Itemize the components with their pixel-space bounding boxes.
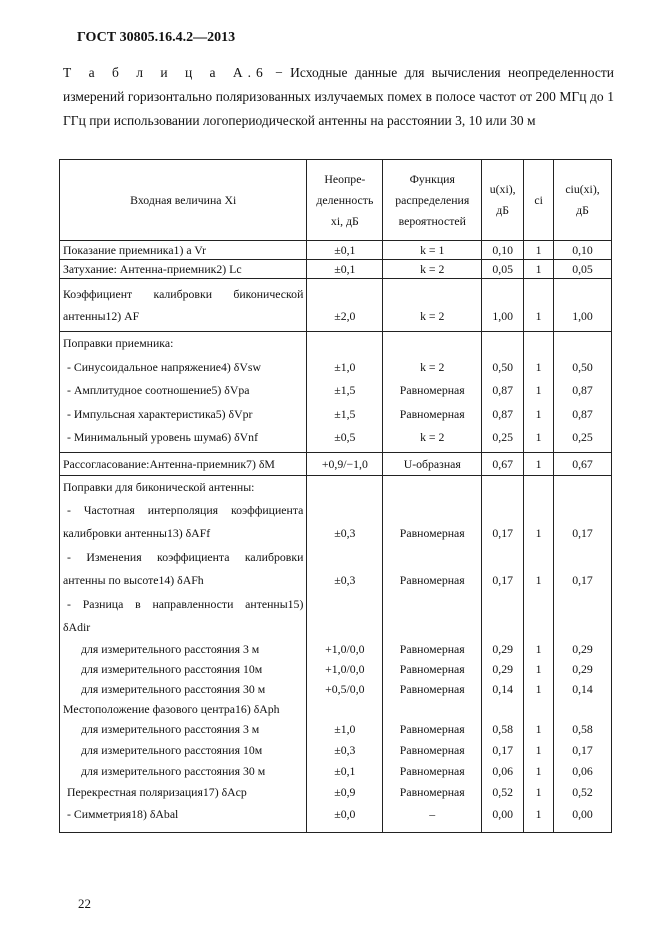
antenna-height-function: Равномерная	[399, 573, 465, 588]
receiver-item-cu: 0,25	[572, 430, 593, 444]
receiver-item-c: 1	[535, 406, 542, 421]
antenna-dir-c: 1	[535, 682, 542, 697]
receiver-item-function: Равномерная	[399, 383, 465, 397]
antenna-dir-c: 1	[535, 662, 542, 677]
table-header-row	[60, 160, 612, 241]
page-number: 22	[78, 896, 91, 911]
table-caption-prefix: Т а б л и ц а А.6	[63, 65, 268, 80]
receiver-item-name: - Минимальный уровень шума6) δVnf	[67, 430, 259, 444]
antenna-dir-uncertainty: +1,0/0,0	[325, 662, 365, 677]
col-u-line1: u(xi),	[489, 182, 516, 196]
antenna-phase-c: 1	[535, 722, 542, 737]
row-c: 1	[524, 279, 554, 332]
col-function-line2: распределения	[395, 192, 470, 207]
document-header: ГОСТ 30805.16.4.2—2013	[77, 30, 236, 45]
receiver-item-u: 0,87	[492, 406, 513, 421]
table-row	[60, 260, 612, 279]
antenna-sym-name: - Симметрия18) δAbal	[67, 807, 179, 822]
receiver-item-function: Равномерная	[399, 406, 465, 421]
antenna-interp-uncertainty: ±0,3	[334, 526, 356, 541]
table-row	[60, 452, 612, 475]
row-function: k = 2	[383, 279, 482, 332]
antenna-dir-cu: 0,29	[572, 642, 593, 657]
mismatch-uncertainty: +0,9/−1,0	[307, 452, 383, 475]
col-cu-line2: дБ	[576, 203, 589, 217]
receiver-item-c: 1	[535, 383, 542, 397]
table-caption	[63, 61, 614, 133]
antenna-dir-item: для измерительного расстояния 30 м	[81, 682, 266, 697]
antenna-phase-uncertainty: ±0,1	[334, 764, 356, 779]
col-cu-header	[554, 160, 612, 241]
receiver-item-c: 1	[535, 430, 542, 444]
mismatch-name: Рассогласование:Антенна-приемник7) δM	[60, 452, 307, 475]
col-function-line3: вероятностей	[398, 213, 466, 228]
antenna-sym-cu: 0,00	[572, 807, 593, 822]
antenna-phase-function: Равномерная	[399, 722, 465, 737]
antenna-interp-function: Равномерная	[399, 526, 465, 541]
antenna-phase-item: для измерительного расстояния 10м	[81, 743, 263, 758]
receiver-group-c	[524, 332, 554, 453]
antenna-phase-u: 0,17	[492, 743, 513, 758]
receiver-item-uncertainty: ±1,5	[334, 383, 356, 397]
col-uncertainty-line2: деленность	[316, 192, 374, 207]
antenna-dir-u: 0,29	[492, 662, 513, 677]
row-u: 0,05	[482, 260, 524, 279]
antenna-phase-title: Местоположение фазового центра16) δAph	[63, 702, 280, 717]
antenna-height-line2: антенны по высоте14) δAFh	[63, 573, 204, 588]
antenna-dir-cu: 0,14	[572, 682, 593, 697]
mismatch-u: 0,67	[482, 452, 524, 475]
col-uncertainty-header	[307, 160, 383, 241]
antenna-sym-function: –	[429, 807, 436, 822]
antenna-interp-c: 1	[535, 526, 542, 541]
antenna-dir-uncertainty: +1,0/0,0	[325, 642, 365, 657]
receiver-item-uncertainty: ±0,5	[334, 430, 356, 444]
antenna-dir-cu: 0,29	[572, 662, 593, 677]
antenna-cross-uncertainty: ±0,9	[334, 785, 356, 800]
antenna-cross-cu: 0,52	[572, 785, 593, 800]
receiver-item-function: k = 2	[420, 359, 445, 374]
mismatch-function: U-образная	[383, 452, 482, 475]
row-name	[60, 279, 307, 332]
col-input-header: Входная величина Xi	[60, 160, 307, 241]
antenna-group-uncertainty	[307, 475, 383, 833]
antenna-interp-line1: - Частотная интерполяция коэффициента	[67, 502, 304, 517]
col-u-header	[482, 160, 524, 241]
antenna-dir-u: 0,14	[492, 682, 513, 697]
mismatch-cu: 0,67	[554, 452, 612, 475]
antenna-phase-uncertainty: ±0,3	[334, 743, 356, 758]
antenna-interp-line2: калибровки антенны13) δAFf	[63, 526, 211, 541]
receiver-group-u	[482, 332, 524, 453]
antenna-sym-c: 1	[535, 807, 542, 822]
antenna-phase-function: Равномерная	[399, 743, 465, 758]
receiver-group-cu	[554, 332, 612, 453]
row-function: k = 2	[383, 260, 482, 279]
antenna-cross-c: 1	[535, 785, 542, 800]
row-u: 0,10	[482, 241, 524, 260]
antenna-phase-c: 1	[535, 743, 542, 758]
receiver-group-title: Поправки приемника:	[63, 336, 174, 350]
row-uncertainty: ±0,1	[307, 260, 383, 279]
table-row-receiver-group	[60, 332, 612, 453]
receiver-item-uncertainty: ±1,0	[334, 359, 356, 374]
antenna-cross-name: Перекрестная поляризация17) δAcp	[67, 785, 247, 800]
antenna-phase-uncertainty: ±1,0	[334, 722, 356, 737]
antenna-dir-line2: δAdir	[63, 619, 91, 634]
row-cu: 1,00	[554, 279, 612, 332]
antenna-group-u	[482, 475, 524, 833]
antenna-group-c	[524, 475, 554, 833]
antenna-phase-u: 0,58	[492, 722, 513, 737]
receiver-item-u: 0,25	[492, 430, 513, 444]
antenna-phase-item: для измерительного расстояния 30 м	[81, 764, 266, 779]
row-u: 1,00	[482, 279, 524, 332]
antenna-phase-cu: 0,06	[572, 764, 593, 779]
row-name: Показание приемника1) a Vr	[60, 241, 307, 260]
receiver-item-cu: 0,87	[572, 406, 593, 421]
antenna-dir-uncertainty: +0,5/0,0	[325, 682, 365, 697]
antenna-dir-item: для измерительного расстояния 10м	[81, 662, 263, 677]
table-caption-text: − Исходные данные для вычисления неопределенности измерений горизонтально поляризованных излучаемых помех в полосе частот от 200 МГц до 1 ГГц при использовании логопериодической антенны на расстоянии 3, 10 или 30 м	[63, 65, 614, 128]
receiver-item-c: 1	[535, 359, 542, 374]
table-row	[60, 279, 612, 332]
antenna-phase-cu: 0,58	[572, 722, 593, 737]
antenna-dir-function: Равномерная	[399, 682, 465, 697]
row-function: k = 1	[383, 241, 482, 260]
antenna-sym-u: 0,00	[492, 807, 513, 822]
col-uncertainty-line3: xi, дБ	[330, 213, 359, 228]
antenna-height-c: 1	[535, 573, 542, 588]
col-u-line2: дБ	[496, 203, 510, 217]
antenna-height-uncertainty: ±0,3	[334, 573, 356, 588]
receiver-group-function	[383, 332, 482, 453]
receiver-group-uncertainty	[307, 332, 383, 453]
receiver-item-cu: 0,50	[572, 359, 593, 374]
antenna-phase-u: 0,06	[492, 764, 513, 779]
row-name: Затухание: Антенна-приемник2) Lc	[60, 260, 307, 279]
row-name-line1: Коэффициент калибровки биконической	[63, 287, 304, 301]
receiver-item-name: - Амплитудное соотношение5) δVpa	[67, 383, 250, 397]
antenna-phase-c: 1	[535, 764, 542, 779]
row-uncertainty: ±2,0	[307, 279, 383, 332]
antenna-interp-u: 0,17	[492, 526, 513, 541]
antenna-height-line1: - Изменения коэффициента калибровки	[67, 549, 304, 564]
row-cu: 0,05	[554, 260, 612, 279]
col-uncertainty-line1: Неопре-	[324, 171, 366, 186]
antenna-dir-line1: - Разница в направленности антенны15)	[67, 596, 304, 611]
col-c-header: ci	[524, 160, 554, 241]
antenna-cross-u: 0,52	[492, 785, 513, 800]
antenna-height-u: 0,17	[492, 573, 513, 588]
row-c: 1	[524, 241, 554, 260]
antenna-dir-item: для измерительного расстояния 3 м	[81, 642, 260, 657]
antenna-interp-cu: 0,17	[572, 526, 593, 541]
receiver-item-name: - Импульсная характеристика5) δVpr	[67, 406, 253, 421]
col-cu-line1: ciu(xi),	[565, 182, 600, 196]
antenna-phase-function: Равномерная	[399, 764, 465, 779]
antenna-dir-u: 0,29	[492, 642, 513, 657]
antenna-group-cu	[554, 475, 612, 833]
receiver-item-name: - Синусоидальное напряжение4) δVsw	[67, 359, 261, 374]
row-cu: 0,10	[554, 241, 612, 260]
antenna-cross-function: Равномерная	[399, 785, 465, 800]
receiver-item-function: k = 2	[420, 430, 445, 444]
receiver-item-u: 0,87	[492, 383, 513, 397]
receiver-item-cu: 0,87	[572, 383, 593, 397]
antenna-group-function	[383, 475, 482, 833]
antenna-dir-c: 1	[535, 642, 542, 657]
uncertainty-table	[59, 159, 612, 833]
antenna-group-title: Поправки для биконической антенны:	[63, 479, 255, 494]
row-uncertainty: ±0,1	[307, 241, 383, 260]
antenna-height-cu: 0,17	[572, 573, 593, 588]
table-row	[60, 241, 612, 260]
row-name-line2: антенны12) AF	[63, 309, 140, 323]
mismatch-c: 1	[524, 452, 554, 475]
receiver-item-uncertainty: ±1,5	[334, 406, 356, 421]
col-function-header	[383, 160, 482, 241]
receiver-item-u: 0,50	[492, 359, 513, 374]
antenna-dir-function: Равномерная	[399, 662, 465, 677]
receiver-group-names	[60, 332, 307, 453]
table-row-antenna-group	[60, 475, 612, 833]
antenna-group-names	[60, 475, 307, 833]
antenna-dir-function: Равномерная	[399, 642, 465, 657]
antenna-phase-cu: 0,17	[572, 743, 593, 758]
antenna-sym-uncertainty: ±0,0	[334, 807, 356, 822]
antenna-phase-item: для измерительного расстояния 3 м	[81, 722, 260, 737]
col-function-line1: Функция	[409, 171, 455, 186]
row-c: 1	[524, 260, 554, 279]
